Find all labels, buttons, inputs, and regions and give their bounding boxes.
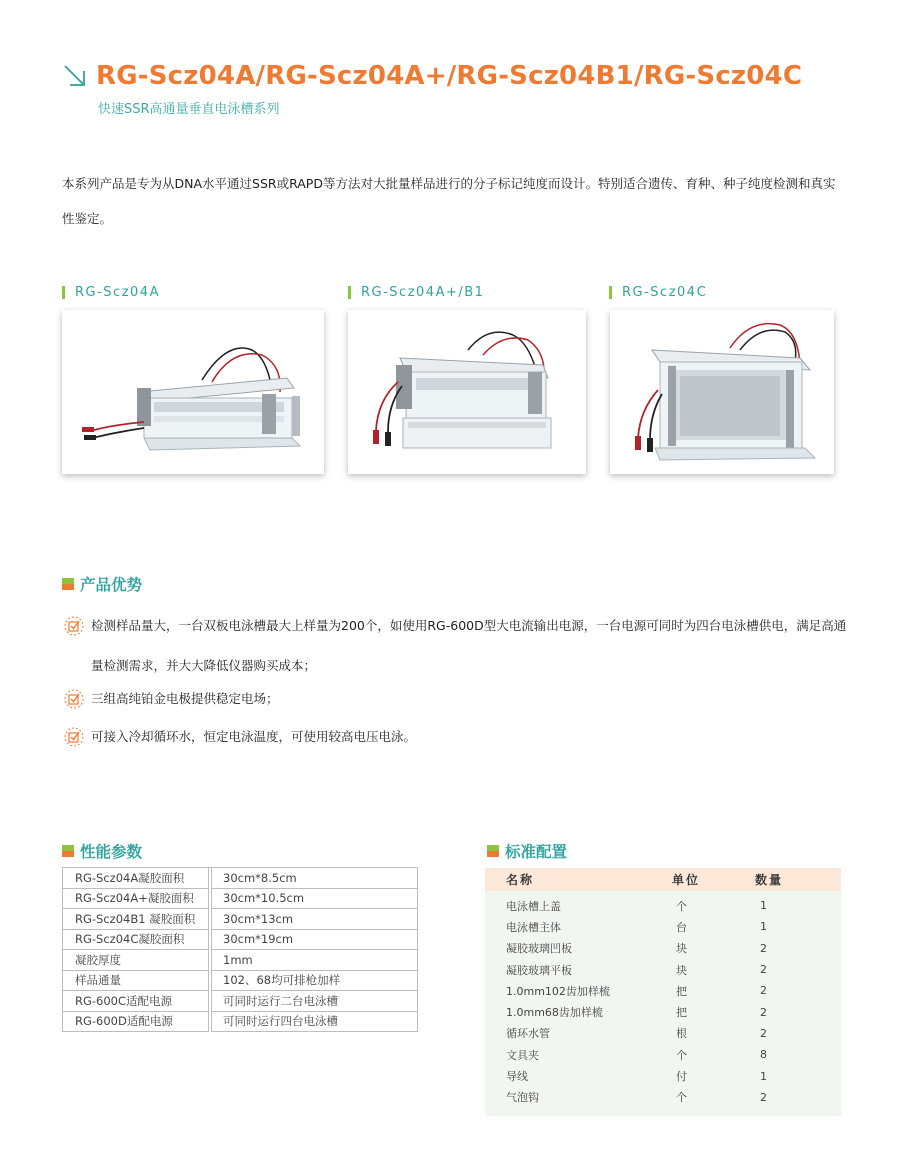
config-item-unit: 根 [676, 1027, 687, 1041]
config-item-name: 凝胶玻璃平板 [506, 963, 572, 977]
config-item-qty: 2 [760, 1005, 767, 1019]
config-item-unit: 块 [676, 963, 687, 977]
product-label-text: RG-Scz04A [75, 285, 160, 300]
config-item-name: 1.0mm68齿加样梳 [506, 1006, 603, 1020]
label-bar [609, 286, 612, 299]
config-item-name: 电泳槽主体 [506, 920, 561, 934]
config-row [485, 1087, 841, 1108]
product-label-text: RG-Scz04A+/B1 [361, 285, 485, 300]
config-header-qty: 数量 [755, 873, 784, 887]
checkbox-icon [64, 616, 84, 636]
config-item-qty: 2 [760, 1090, 767, 1104]
config-item-qty: 2 [760, 941, 767, 955]
label-bar [348, 286, 351, 299]
config-header-name: 名称 [506, 873, 535, 887]
spec-label: 样品通量 [63, 970, 209, 991]
advantage-item [64, 679, 854, 719]
spec-label: 凝胶厚度 [63, 950, 209, 971]
advantage-item [64, 606, 854, 686]
config-item-name: 电泳槽上盖 [506, 899, 561, 913]
spec-row [63, 970, 418, 991]
config-item-name: 文具夹 [506, 1048, 539, 1062]
spec-value: 可同时运行二台电泳槽 [212, 991, 418, 1012]
config-row [485, 959, 841, 980]
config-item-unit: 把 [676, 1006, 687, 1020]
spec-row [63, 868, 418, 889]
config-item-unit: 台 [676, 920, 687, 934]
config-item-name: 1.0mm102齿加样梳 [506, 984, 610, 998]
spec-value: 102、68均可排枪加样 [212, 970, 418, 991]
specs-heading [62, 840, 142, 862]
spec-label: RG-Scz04C凝胶面积 [63, 929, 209, 950]
config-item-name: 导线 [506, 1070, 528, 1084]
spec-value: 可同时运行四台电泳槽 [212, 1011, 418, 1032]
config-title: 标准配置 [505, 842, 568, 861]
spec-value: 30cm*19cm [212, 929, 418, 950]
product-label-a [62, 285, 160, 300]
config-row [485, 938, 841, 959]
advantage-text: 检测样品量大，一台双板电泳槽最大上样量为200个，如使用RG-600D型大电流输出电源，一台电源可同时为四台电泳槽供电，满足高通量检测需求，并大大降低仪器购买成本； [91, 618, 847, 673]
spec-value: 1mm [212, 950, 418, 971]
config-row [485, 980, 841, 1001]
advantages-heading [62, 573, 142, 595]
spec-label: RG-Scz04B1 凝胶面积 [63, 909, 209, 930]
product-image-a-plus-b1 [348, 310, 586, 474]
label-bar [62, 286, 65, 299]
config-row [485, 895, 841, 916]
config-item-qty: 2 [760, 1026, 767, 1040]
config-item-unit: 个 [676, 1091, 687, 1105]
section-square-icon [487, 845, 499, 857]
spec-row [63, 991, 418, 1012]
config-item-unit: 个 [676, 899, 687, 913]
config-row [485, 1023, 841, 1044]
specs-table [62, 867, 418, 1032]
spec-label: RG-Scz04A+凝胶面积 [63, 888, 209, 909]
config-row [485, 1001, 841, 1022]
config-item-name: 凝胶玻璃凹板 [506, 942, 572, 956]
section-square-icon [62, 578, 74, 590]
config-heading [487, 840, 567, 862]
config-item-qty: 1 [760, 899, 767, 913]
spec-value: 30cm*8.5cm [212, 868, 418, 889]
config-item-qty: 1 [760, 920, 767, 934]
config-table [485, 868, 841, 1116]
spec-row [63, 950, 418, 971]
arrow-down-right-icon [62, 63, 88, 89]
spec-label: RG-Scz04A凝胶面积 [63, 868, 209, 889]
config-item-qty: 2 [760, 963, 767, 977]
product-label-a-plus-b1 [348, 285, 484, 300]
spec-label: RG-600D适配电源 [63, 1011, 209, 1032]
advantage-text: 可接入冷却循环水，恒定电泳温度，可使用较高电压电泳。 [91, 729, 417, 744]
product-image-a [62, 310, 324, 474]
page-title: RG-Scz04A/RG-Scz04A+/RG-Scz04B1/RG-Scz04C [96, 61, 803, 91]
config-row [485, 1065, 841, 1086]
product-image-c [610, 310, 834, 474]
config-item-unit: 块 [676, 942, 687, 956]
product-label-c [609, 285, 707, 300]
config-item-name: 气泡钩 [506, 1091, 539, 1105]
config-item-qty: 1 [760, 1069, 767, 1083]
checkbox-icon [64, 689, 84, 709]
advantages-title: 产品优势 [80, 575, 143, 594]
config-header-row [485, 868, 841, 891]
title-row [62, 58, 802, 94]
checkbox-icon [64, 727, 84, 747]
config-row [485, 1044, 841, 1065]
page-subtitle: 快速SSR高通量垂直电泳槽系列 [98, 102, 280, 117]
advantage-text: 三组高纯铂金电极提供稳定电场； [91, 691, 279, 706]
spec-row [63, 929, 418, 950]
intro-paragraph: 本系列产品是专为从DNA水平通过SSR或RAPD等方法对大批量样品进行的分子标记纯度而设计。特别适合遗传、育种、种子纯度检测和真实性鉴定。 [62, 176, 836, 226]
config-header-unit: 单位 [672, 873, 701, 887]
product-label-text: RG-Scz04C [622, 285, 708, 300]
config-item-unit: 个 [676, 1048, 687, 1062]
specs-title: 性能参数 [80, 842, 143, 861]
spec-value: 30cm*13cm [212, 909, 418, 930]
config-item-qty: 2 [760, 984, 767, 998]
config-item-unit: 付 [676, 1070, 687, 1084]
spec-label: RG-600C适配电源 [63, 991, 209, 1012]
section-square-icon [62, 845, 74, 857]
spec-row [63, 909, 418, 930]
config-item-qty: 8 [760, 1048, 767, 1062]
spec-value: 30cm*10.5cm [212, 888, 418, 909]
spec-row [63, 888, 418, 909]
config-item-unit: 把 [676, 984, 687, 998]
config-row [485, 916, 841, 937]
config-item-name: 循环水管 [506, 1027, 550, 1041]
spec-row [63, 1011, 418, 1032]
advantage-item [64, 717, 854, 757]
